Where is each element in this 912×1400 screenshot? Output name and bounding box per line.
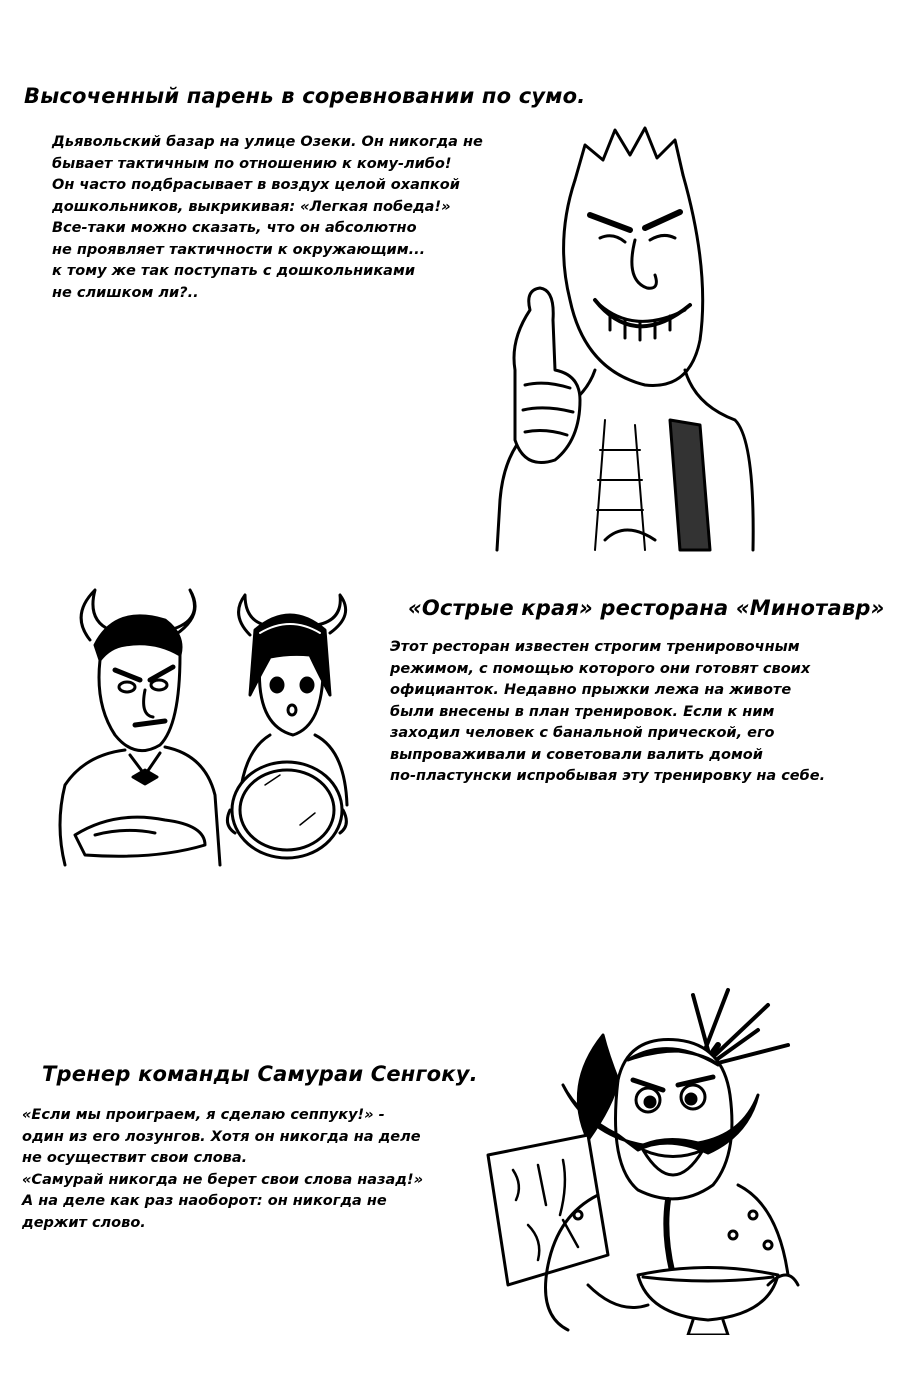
text-line: Все-таки можно сказать, что он абсолютно [52,220,417,236]
text-line: были внесены в план тренировок. Если к ним [390,703,775,720]
wrestler-illustration [485,120,765,560]
section-2-title: «Острые края» ресторана «Минотавр» [408,596,885,620]
text-line: держит слово. [22,1214,146,1231]
text-line: А на деле как раз наоборот: он никогда не [22,1193,387,1209]
text-line: официанток. Недавно прыжки лежа на животе [390,682,792,698]
text-line: режимом, с помощью которого они готовят своих [390,660,811,677]
text-line: «Если мы проиграем, я сделаю сеппуку!» - [22,1107,385,1123]
text-line: один из его лозунгов. Хотя он никогда на деле [22,1128,421,1145]
section-2-text [390,637,825,788]
text-line: к тому же так поступать с дошкольниками [52,263,415,279]
section-1-text [52,132,483,304]
text-line: заходил человек с банальной прической, его [390,725,775,741]
text-line: «Самурай никогда не берет свои слова назад!» [22,1171,424,1188]
section-3-text [22,1105,423,1234]
text-line: бывает тактичным по отношению к кому-либо! [52,155,452,172]
text-line: Он часто подбрасывает в воздух целой охапкой [52,177,460,193]
waiters-illustration [55,585,375,875]
text-line: не слишком ли?.. [52,284,199,301]
text-line: дошкольников, выкрикивая: «Легкая победа!» [52,198,451,215]
text-line: Этот ресторан известен строгим тренировочным [390,639,800,655]
text-line: не осуществит свои слова. [22,1150,248,1166]
section-3-title: Тренер команды Самураи Сенгоку. [42,1062,478,1086]
section-1-title: Высоченный парень в соревновании по сумо. [24,84,586,108]
text-line: по-пластунски испробывая эту тренировку на себе. [390,768,826,784]
text-line: не проявляет тактичности к окружающим... [52,241,426,258]
text-line: выпроваживали и советовали валить домой [390,746,763,763]
text-line: Дьявольский базар на улице Озеки. Он никогда не [52,134,483,150]
samurai-illustration [468,985,808,1335]
